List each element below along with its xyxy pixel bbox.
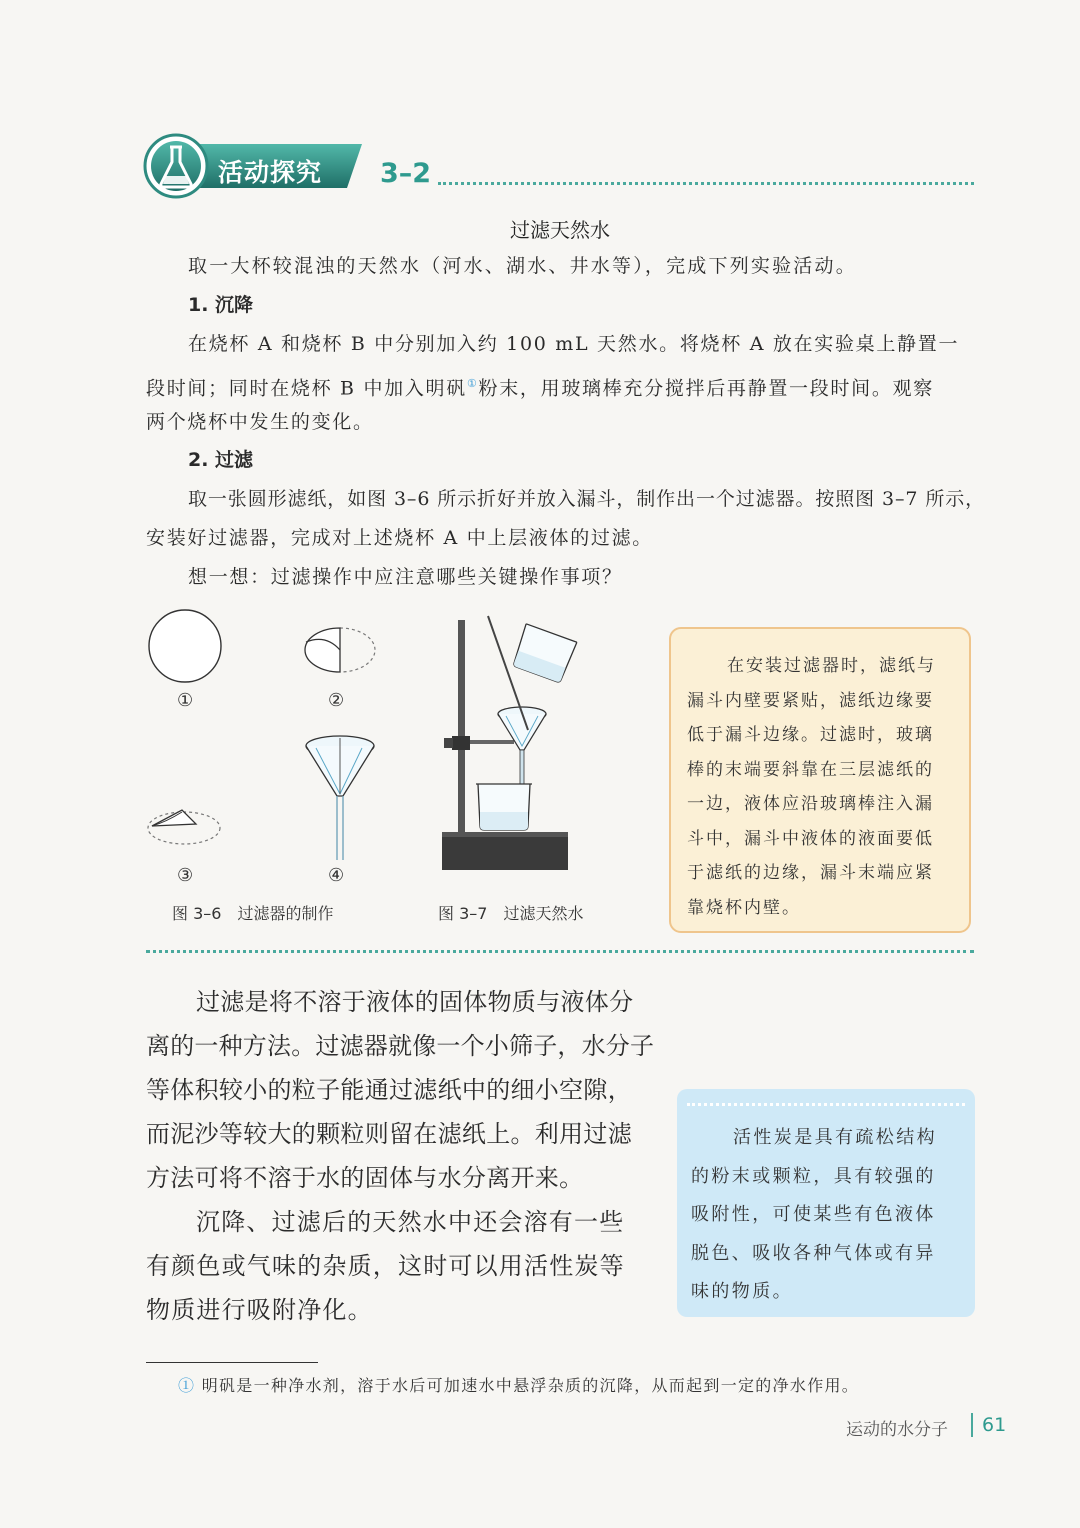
fold-step-1-figure xyxy=(140,600,260,695)
fold-step-4-label: ④ xyxy=(328,865,345,886)
flask-icon xyxy=(158,144,194,190)
filtration-apparatus-figure xyxy=(436,612,586,877)
main-paragraphs xyxy=(146,980,656,1332)
header-divider xyxy=(438,182,974,185)
fold-step-3-label: ③ xyxy=(177,865,194,886)
fold-step-2-label: ② xyxy=(328,690,345,711)
note-line: 吸附性，可使某些有色液体 xyxy=(691,1204,936,1225)
badge-label: 活动探究 xyxy=(218,158,323,187)
chapter-title: 运动的水分子 xyxy=(846,1420,948,1440)
tip-line: 漏斗内壁要紧贴，滤纸边缘要 xyxy=(687,690,934,711)
tip-line: 棒的末端要斜靠在三层滤纸的 xyxy=(687,759,934,780)
footnote-text: 明矾是一种净水剂，溶于水后可加速水中悬浮杂质的沉降，从而起到一定的净水作用。 xyxy=(201,1376,860,1395)
footnote-ref[interactable]: ① xyxy=(466,377,479,390)
footnote xyxy=(178,1373,859,1396)
step2-line-1: 取一张圆形滤纸，如图 3–6 所示折好并放入漏斗，制作出一个过滤器。按照图 3–7 所示， xyxy=(188,488,986,510)
main-line: 过滤是将不溶于液体的固体物质与液体分 xyxy=(196,988,634,1016)
tip-line: 于滤纸的边缘，漏斗末端应紧 xyxy=(687,863,934,883)
tip-line: 斗中，漏斗中液体的液面要低 xyxy=(687,828,934,849)
note-dotted-rule xyxy=(687,1103,965,1106)
experiment-intro: 取一大杯较混浊的天然水（河水、湖水、井水等），完成下列实验活动。 xyxy=(188,255,857,277)
note-line: 味的物质。 xyxy=(691,1281,793,1302)
step1-line-3: 两个烧杯中发生的变化。 xyxy=(146,411,374,433)
step1-line-1: 在烧杯 A 和烧杯 B 中分别加入约 100 mL 天然水。将烧杯 A 放在实验桌上静置一 xyxy=(188,333,960,355)
activity-number: 3–2 xyxy=(380,158,432,189)
note-line: 的粉末或颗粒，具有较强的 xyxy=(691,1165,936,1187)
section-divider xyxy=(146,950,974,953)
figure-3-7-caption: 图 3–7 过滤天然水 xyxy=(438,904,584,923)
step2-heading: 2. 过滤 xyxy=(188,449,254,471)
main-line: 离的一种方法。过滤器就像一个小筛子，水分子 xyxy=(146,1032,655,1060)
step1-line-2a: 段时间；同时在烧杯 B 中加入明矾 xyxy=(146,377,467,400)
main-line: 方法可将不溶于水的固体与水分离开来。 xyxy=(146,1164,584,1192)
step1-line-2b: 粉末，用玻璃棒充分搅拌后再静置一段时间。观察 xyxy=(478,377,934,400)
step1-heading: 1. 沉降 xyxy=(188,294,254,316)
main-line: 而泥沙等较大的颗粒则留在滤纸上。利用过滤 xyxy=(146,1120,632,1148)
tip-line: 靠烧杯内壁。 xyxy=(687,897,801,918)
filtration-tip-box xyxy=(669,627,971,933)
fold-step-1-label: ① xyxy=(177,690,194,711)
tip-line: 在安装过滤器时，滤纸与 xyxy=(727,656,936,676)
activated-carbon-note xyxy=(677,1089,975,1317)
fold-step-2-figure xyxy=(296,620,386,680)
think-question: 想一想：过滤操作中应注意哪些关键操作事项？ xyxy=(188,566,623,588)
tip-line: 一边，液体应沿玻璃棒注入漏 xyxy=(687,794,934,814)
main-line: 等体积较小的粒子能通过滤纸中的细小空隙， xyxy=(146,1076,632,1104)
footnote-rule xyxy=(146,1362,318,1363)
experiment-title: 过滤天然水 xyxy=(510,218,610,242)
main-line: 物质进行吸附净化。 xyxy=(146,1296,373,1324)
tip-line: 低于漏斗边缘。过滤时，玻璃 xyxy=(687,725,934,745)
note-line: 活性炭是具有疏松结构 xyxy=(733,1127,937,1148)
main-line: 有颜色或气味的杂质，这时可以用活性炭等 xyxy=(146,1252,625,1280)
step1-line-2 xyxy=(146,364,934,408)
note-line: 脱色、吸收各种气体或有异 xyxy=(691,1242,936,1264)
page-number: 61 xyxy=(982,1414,1007,1436)
footnote-marker: ① xyxy=(178,1376,196,1395)
footer-separator xyxy=(971,1413,973,1437)
step2-line-2: 安装好过滤器，完成对上述烧杯 A 中上层液体的过滤。 xyxy=(146,527,654,549)
fold-step-3-figure xyxy=(144,800,234,850)
main-line: 沉降、过滤后的天然水中还会溶有一些 xyxy=(196,1208,625,1236)
funnel-figure xyxy=(300,732,380,864)
figure-3-6-caption: 图 3–6 过滤器的制作 xyxy=(172,904,334,923)
